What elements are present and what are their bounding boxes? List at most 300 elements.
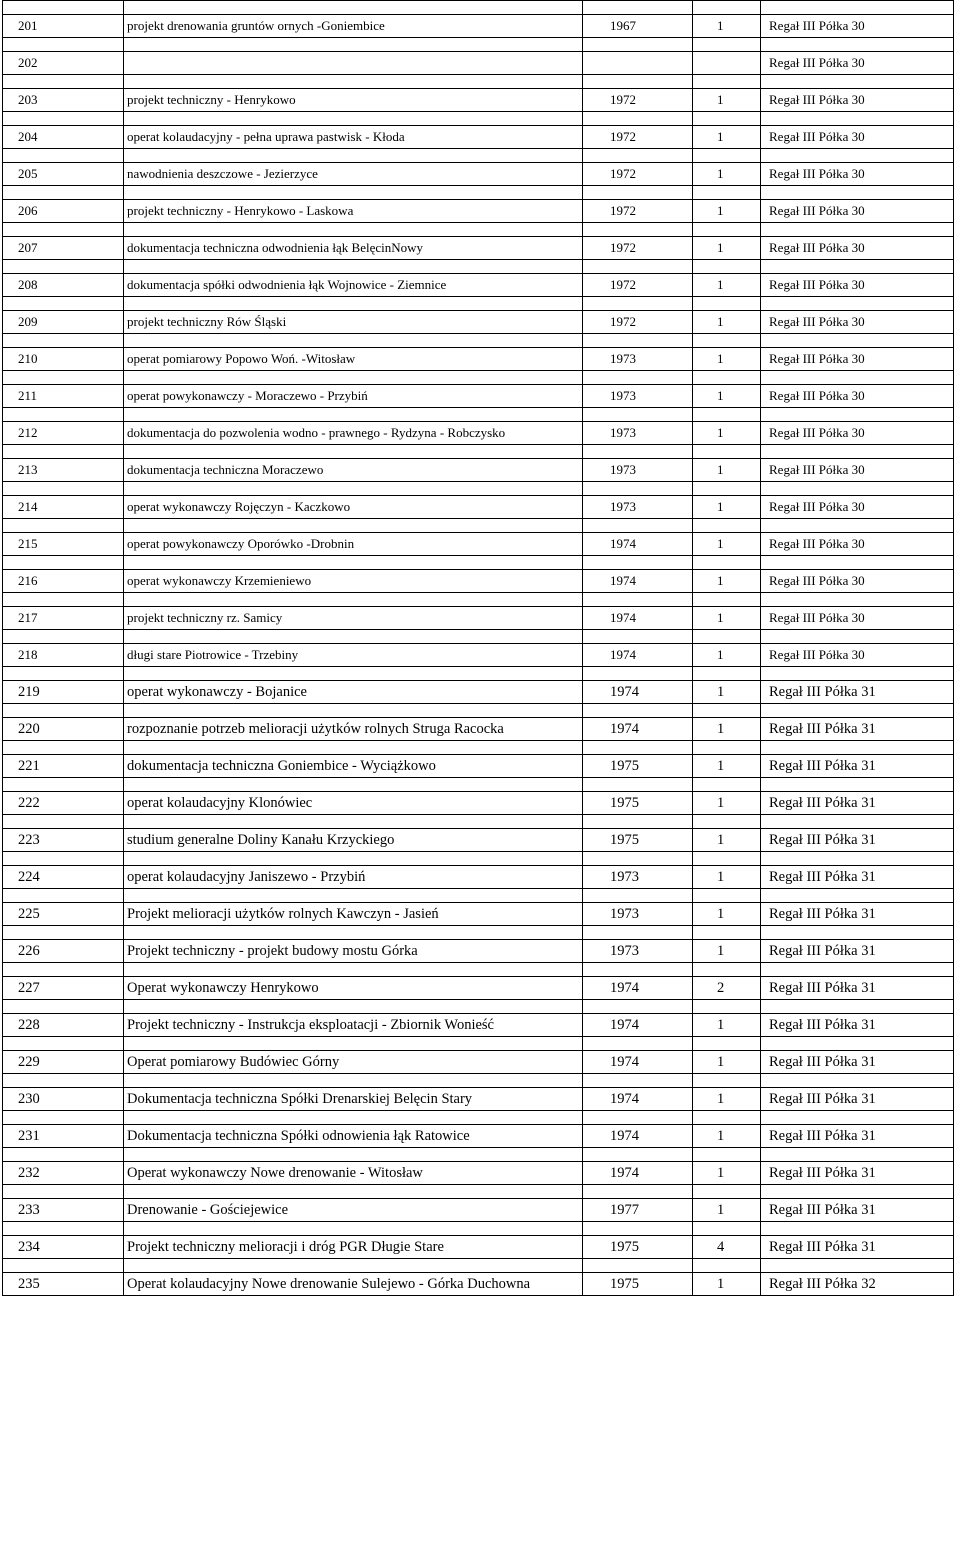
document-title: studium generalne Doliny Kanału Krzyckiego <box>124 829 583 852</box>
spacer-cell <box>693 371 761 385</box>
document-title: operat wykonawczy Krzemieniewo <box>124 570 583 593</box>
spacer-row <box>3 371 954 385</box>
row-number: 215 <box>3 533 124 556</box>
document-title: operat wykonawczy - Bojanice <box>124 681 583 704</box>
document-quantity: 1 <box>693 1273 761 1296</box>
spacer-cell <box>761 408 954 422</box>
spacer-row <box>3 408 954 422</box>
spacer-cell <box>583 260 693 274</box>
storage-location: Regał III Półka 30 <box>761 533 954 556</box>
spacer-cell <box>124 926 583 940</box>
spacer-cell <box>124 1037 583 1051</box>
spacer-cell <box>693 1222 761 1236</box>
row-number: 212 <box>3 422 124 445</box>
storage-location: Regał III Półka 30 <box>761 496 954 519</box>
spacer-cell <box>693 926 761 940</box>
document-year: 1974 <box>583 644 693 667</box>
spacer-cell <box>693 1037 761 1051</box>
document-title: rozpoznanie potrzeb melioracji użytków rolnych Struga Racocka <box>124 718 583 741</box>
spacer-cell <box>583 741 693 755</box>
spacer-cell <box>124 1 583 15</box>
spacer-cell <box>761 223 954 237</box>
document-title: dokumentacja techniczna odwodnienia łąk BelęcinNowy <box>124 237 583 260</box>
spacer-cell <box>3 815 124 829</box>
document-quantity: 1 <box>693 1125 761 1148</box>
spacer-cell <box>3 667 124 681</box>
table-row <box>3 940 954 963</box>
spacer-cell <box>761 482 954 496</box>
document-year: 1973 <box>583 459 693 482</box>
table-row <box>3 1162 954 1185</box>
spacer-row <box>3 1037 954 1051</box>
spacer-row <box>3 445 954 459</box>
storage-location: Regał III Półka 30 <box>761 126 954 149</box>
spacer-cell <box>583 38 693 52</box>
row-number: 209 <box>3 311 124 334</box>
spacer-row <box>3 38 954 52</box>
table-row <box>3 644 954 667</box>
spacer-cell <box>761 297 954 311</box>
document-quantity: 1 <box>693 1088 761 1111</box>
spacer-cell <box>693 815 761 829</box>
document-quantity: 1 <box>693 1162 761 1185</box>
document-title: operat pomiarowy Popowo Woń. -Witosław <box>124 348 583 371</box>
document-quantity: 1 <box>693 422 761 445</box>
storage-location: Regał III Półka 30 <box>761 311 954 334</box>
document-year: 1975 <box>583 755 693 778</box>
document-title: dokumentacja techniczna Goniembice - Wyciążkowo <box>124 755 583 778</box>
spacer-cell <box>693 482 761 496</box>
storage-location: Regał III Półka 31 <box>761 829 954 852</box>
row-number: 225 <box>3 903 124 926</box>
spacer-cell <box>761 1037 954 1051</box>
spacer-row <box>3 1000 954 1014</box>
spacer-row <box>3 704 954 718</box>
spacer-cell <box>583 630 693 644</box>
spacer-cell <box>583 963 693 977</box>
spacer-cell <box>124 1259 583 1273</box>
spacer-row <box>3 1148 954 1162</box>
row-number: 229 <box>3 1051 124 1074</box>
spacer-cell <box>583 297 693 311</box>
document-year: 1972 <box>583 311 693 334</box>
row-number: 224 <box>3 866 124 889</box>
row-number: 218 <box>3 644 124 667</box>
document-title: Dokumentacja techniczna Spółki odnowienia łąk Ratowice <box>124 1125 583 1148</box>
row-number: 220 <box>3 718 124 741</box>
spacer-cell <box>693 408 761 422</box>
table-row <box>3 126 954 149</box>
document-title: dokumentacja spółki odwodnienia łąk Wojnowice - Ziemnice <box>124 274 583 297</box>
document-title: operat powykonawczy - Moraczewo - Przybiń <box>124 385 583 408</box>
spacer-cell <box>583 408 693 422</box>
storage-location: Regał III Półka 30 <box>761 274 954 297</box>
storage-location: Regał III Półka 31 <box>761 792 954 815</box>
spacer-cell <box>3 371 124 385</box>
spacer-cell <box>124 778 583 792</box>
storage-location: Regał III Półka 31 <box>761 1051 954 1074</box>
document-year: 1974 <box>583 607 693 630</box>
spacer-cell <box>761 741 954 755</box>
spacer-cell <box>3 1037 124 1051</box>
spacer-cell <box>124 371 583 385</box>
spacer-cell <box>761 260 954 274</box>
spacer-cell <box>761 1111 954 1125</box>
document-quantity: 1 <box>693 1199 761 1222</box>
document-year <box>583 52 693 75</box>
document-title: operat powykonawczy Oporówko -Drobnin <box>124 533 583 556</box>
storage-location: Regał III Półka 30 <box>761 163 954 186</box>
row-number: 210 <box>3 348 124 371</box>
document-quantity: 1 <box>693 348 761 371</box>
spacer-cell <box>3 445 124 459</box>
spacer-cell <box>124 445 583 459</box>
document-year: 1975 <box>583 829 693 852</box>
document-year: 1967 <box>583 15 693 38</box>
spacer-cell <box>583 1259 693 1273</box>
document-title: operat kolaudacyjny - pełna uprawa pastwisk - Kłoda <box>124 126 583 149</box>
spacer-cell <box>693 519 761 533</box>
table-row <box>3 681 954 704</box>
document-year: 1973 <box>583 903 693 926</box>
spacer-row <box>3 963 954 977</box>
row-number: 201 <box>3 15 124 38</box>
spacer-cell <box>761 963 954 977</box>
spacer-row <box>3 556 954 570</box>
spacer-cell <box>3 149 124 163</box>
document-year: 1972 <box>583 89 693 112</box>
document-title: projekt techniczny - Henrykowo <box>124 89 583 112</box>
storage-location: Regał III Półka 30 <box>761 570 954 593</box>
spacer-cell <box>124 519 583 533</box>
spacer-cell <box>583 667 693 681</box>
spacer-cell <box>693 593 761 607</box>
row-number: 204 <box>3 126 124 149</box>
spacer-cell <box>3 297 124 311</box>
document-year: 1973 <box>583 385 693 408</box>
spacer-cell <box>583 1000 693 1014</box>
spacer-cell <box>583 223 693 237</box>
spacer-cell <box>583 75 693 89</box>
storage-location: Regał III Półka 31 <box>761 1236 954 1259</box>
document-year: 1972 <box>583 274 693 297</box>
spacer-cell <box>693 1 761 15</box>
storage-location: Regał III Półka 31 <box>761 1088 954 1111</box>
spacer-cell <box>761 445 954 459</box>
spacer-row <box>3 815 954 829</box>
document-year: 1972 <box>583 200 693 223</box>
table-row <box>3 89 954 112</box>
spacer-cell <box>583 1037 693 1051</box>
spacer-cell <box>124 149 583 163</box>
spacer-cell <box>761 334 954 348</box>
storage-location: Regał III Półka 30 <box>761 89 954 112</box>
spacer-cell <box>693 556 761 570</box>
document-year: 1972 <box>583 237 693 260</box>
document-year: 1973 <box>583 866 693 889</box>
table-row <box>3 348 954 371</box>
row-number: 205 <box>3 163 124 186</box>
spacer-cell <box>693 297 761 311</box>
spacer-cell <box>124 852 583 866</box>
spacer-cell <box>583 1111 693 1125</box>
spacer-row <box>3 741 954 755</box>
document-quantity: 1 <box>693 866 761 889</box>
document-title: dokumentacja do pozwolenia wodno - prawnego - Rydzyna - Robczysko <box>124 422 583 445</box>
spacer-cell <box>761 593 954 607</box>
spacer-cell <box>124 297 583 311</box>
spacer-cell <box>124 75 583 89</box>
spacer-cell <box>761 704 954 718</box>
table-row <box>3 1125 954 1148</box>
spacer-cell <box>761 371 954 385</box>
table-row <box>3 1051 954 1074</box>
table-row <box>3 755 954 778</box>
spacer-cell <box>583 1185 693 1199</box>
spacer-cell <box>693 667 761 681</box>
table-row <box>3 274 954 297</box>
spacer-cell <box>583 445 693 459</box>
spacer-row <box>3 1222 954 1236</box>
document-quantity: 1 <box>693 237 761 260</box>
document-quantity: 1 <box>693 274 761 297</box>
storage-location: Regał III Półka 31 <box>761 903 954 926</box>
document-quantity: 1 <box>693 15 761 38</box>
spacer-cell <box>693 223 761 237</box>
spacer-cell <box>124 38 583 52</box>
document-year: 1974 <box>583 718 693 741</box>
spacer-cell <box>124 1148 583 1162</box>
spacer-cell <box>693 963 761 977</box>
spacer-cell <box>3 926 124 940</box>
spacer-cell <box>3 408 124 422</box>
spacer-cell <box>124 741 583 755</box>
spacer-cell <box>124 260 583 274</box>
document-quantity: 1 <box>693 126 761 149</box>
spacer-row <box>3 1185 954 1199</box>
spacer-cell <box>3 593 124 607</box>
document-quantity: 1 <box>693 681 761 704</box>
spacer-cell <box>3 1259 124 1273</box>
spacer-cell <box>693 112 761 126</box>
spacer-cell <box>583 815 693 829</box>
document-year: 1974 <box>583 533 693 556</box>
storage-location: Regał III Półka 31 <box>761 718 954 741</box>
table-row <box>3 459 954 482</box>
document-quantity: 1 <box>693 1051 761 1074</box>
table-row <box>3 1088 954 1111</box>
document-quantity: 1 <box>693 570 761 593</box>
spacer-cell <box>124 815 583 829</box>
document-year: 1972 <box>583 126 693 149</box>
table-row <box>3 15 954 38</box>
document-quantity: 1 <box>693 903 761 926</box>
spacer-cell <box>583 1148 693 1162</box>
row-number: 213 <box>3 459 124 482</box>
spacer-row <box>3 223 954 237</box>
document-title: Projekt techniczny melioracji i dróg PGR Długie Stare <box>124 1236 583 1259</box>
spacer-cell <box>693 186 761 200</box>
spacer-cell <box>583 149 693 163</box>
spacer-row <box>3 926 954 940</box>
spacer-row <box>3 482 954 496</box>
row-number: 230 <box>3 1088 124 1111</box>
document-title: Projekt techniczny - projekt budowy mostu Górka <box>124 940 583 963</box>
spacer-cell <box>693 260 761 274</box>
row-number: 232 <box>3 1162 124 1185</box>
spacer-cell <box>124 667 583 681</box>
archive-table <box>2 0 954 1296</box>
storage-location: Regał III Półka 32 <box>761 1273 954 1296</box>
spacer-row <box>3 260 954 274</box>
document-title: Operat wykonawczy Nowe drenowanie - Witosław <box>124 1162 583 1185</box>
row-number: 221 <box>3 755 124 778</box>
spacer-cell <box>3 1074 124 1088</box>
storage-location: Regał III Półka 30 <box>761 348 954 371</box>
spacer-cell <box>583 556 693 570</box>
document-year: 1973 <box>583 940 693 963</box>
storage-location: Regał III Półka 31 <box>761 1199 954 1222</box>
spacer-row <box>3 1074 954 1088</box>
spacer-cell <box>761 630 954 644</box>
spacer-cell <box>3 704 124 718</box>
spacer-cell <box>3 260 124 274</box>
spacer-cell <box>761 889 954 903</box>
spacer-cell <box>693 1000 761 1014</box>
document-year: 1975 <box>583 1273 693 1296</box>
spacer-cell <box>124 593 583 607</box>
spacer-cell <box>693 38 761 52</box>
row-number: 206 <box>3 200 124 223</box>
spacer-cell <box>3 1111 124 1125</box>
document-title: projekt techniczny Rów Śląski <box>124 311 583 334</box>
row-number: 219 <box>3 681 124 704</box>
document-quantity: 1 <box>693 1014 761 1037</box>
table-row <box>3 903 954 926</box>
spacer-row <box>3 852 954 866</box>
storage-location: Regał III Półka 30 <box>761 15 954 38</box>
table-row <box>3 163 954 186</box>
row-number: 216 <box>3 570 124 593</box>
row-number: 231 <box>3 1125 124 1148</box>
document-quantity: 1 <box>693 755 761 778</box>
table-row <box>3 792 954 815</box>
spacer-cell <box>3 112 124 126</box>
document-quantity <box>693 52 761 75</box>
document-year: 1974 <box>583 681 693 704</box>
spacer-cell <box>124 963 583 977</box>
table-row <box>3 1014 954 1037</box>
row-number: 211 <box>3 385 124 408</box>
document-quantity: 1 <box>693 533 761 556</box>
storage-location: Regał III Półka 30 <box>761 52 954 75</box>
document-quantity: 1 <box>693 459 761 482</box>
storage-location: Regał III Półka 30 <box>761 237 954 260</box>
spacer-row <box>3 778 954 792</box>
spacer-row <box>3 667 954 681</box>
spacer-cell <box>761 778 954 792</box>
document-year: 1975 <box>583 1236 693 1259</box>
document-quantity: 1 <box>693 792 761 815</box>
spacer-cell <box>583 186 693 200</box>
storage-location: Regał III Półka 30 <box>761 644 954 667</box>
spacer-cell <box>761 1222 954 1236</box>
spacer-row <box>3 75 954 89</box>
storage-location: Regał III Półka 31 <box>761 755 954 778</box>
document-quantity: 4 <box>693 1236 761 1259</box>
row-number: 228 <box>3 1014 124 1037</box>
spacer-cell <box>761 186 954 200</box>
spacer-cell <box>583 593 693 607</box>
table-row <box>3 829 954 852</box>
spacer-cell <box>761 852 954 866</box>
spacer-cell <box>693 889 761 903</box>
table-row <box>3 977 954 1000</box>
spacer-cell <box>693 75 761 89</box>
spacer-cell <box>693 445 761 459</box>
spacer-cell <box>583 926 693 940</box>
spacer-cell <box>3 1185 124 1199</box>
spacer-cell <box>693 1148 761 1162</box>
spacer-cell <box>583 889 693 903</box>
document-quantity: 1 <box>693 200 761 223</box>
spacer-cell <box>3 519 124 533</box>
document-year: 1974 <box>583 570 693 593</box>
spacer-cell <box>693 1074 761 1088</box>
spacer-cell <box>761 1000 954 1014</box>
spacer-cell <box>583 704 693 718</box>
spacer-cell <box>124 1074 583 1088</box>
storage-location: Regał III Półka 30 <box>761 607 954 630</box>
spacer-row <box>3 297 954 311</box>
document-quantity: 1 <box>693 644 761 667</box>
spacer-cell <box>124 223 583 237</box>
spacer-cell <box>124 889 583 903</box>
row-number: 207 <box>3 237 124 260</box>
spacer-cell <box>693 741 761 755</box>
spacer-cell <box>693 852 761 866</box>
document-quantity: 1 <box>693 385 761 408</box>
document-title: Projekt techniczny - Instrukcja eksploatacji - Zbiornik Wonieść <box>124 1014 583 1037</box>
spacer-cell <box>124 408 583 422</box>
spacer-cell <box>761 112 954 126</box>
spacer-cell <box>761 519 954 533</box>
spacer-cell <box>583 778 693 792</box>
spacer-cell <box>3 38 124 52</box>
document-title: Operat kolaudacyjny Nowe drenowanie Sulejewo - Górka Duchowna <box>124 1273 583 1296</box>
storage-location: Regał III Półka 30 <box>761 200 954 223</box>
spacer-cell <box>583 1074 693 1088</box>
document-year: 1972 <box>583 163 693 186</box>
spacer-cell <box>761 75 954 89</box>
document-title: operat wykonawczy Rojęczyn - Kaczkowo <box>124 496 583 519</box>
spacer-cell <box>693 704 761 718</box>
row-number: 234 <box>3 1236 124 1259</box>
document-quantity: 1 <box>693 718 761 741</box>
document-title: długi stare Piotrowice - Trzebiny <box>124 644 583 667</box>
table-row <box>3 200 954 223</box>
spacer-row <box>3 630 954 644</box>
storage-location: Regał III Półka 31 <box>761 1162 954 1185</box>
document-title: operat kolaudacyjny Klonówiec <box>124 792 583 815</box>
spacer-cell <box>124 1185 583 1199</box>
spacer-cell <box>761 667 954 681</box>
document-title <box>124 52 583 75</box>
document-year: 1974 <box>583 1051 693 1074</box>
document-year: 1975 <box>583 792 693 815</box>
spacer-row <box>3 593 954 607</box>
spacer-cell <box>3 1148 124 1162</box>
